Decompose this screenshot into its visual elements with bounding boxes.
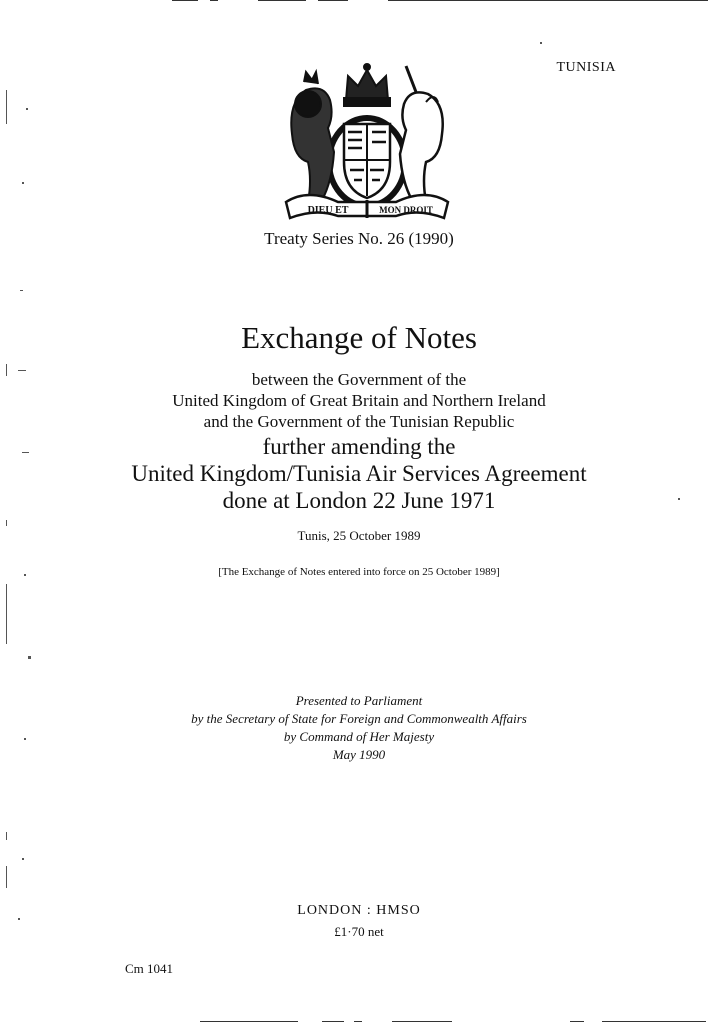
parties-line: and the Government of the Tunisian Republic [203, 412, 515, 431]
parties-line: United Kingdom of Great Britain and Northern Ireland [172, 391, 546, 410]
place-and-date: Tunis, 25 October 1989 [297, 528, 421, 543]
treaty-series-number: Treaty Series No. 26 (1990) [264, 229, 454, 248]
publisher: LONDON : HMSO [297, 903, 421, 918]
presentation-line: by Command of Her Majesty [283, 729, 435, 744]
royal-coat-of-arms-icon [278, 62, 456, 222]
subject-line: further amending the [262, 434, 456, 459]
presentation-line: Presented to Parliament [295, 693, 423, 708]
parties-block [0, 369, 718, 432]
svg-text:MON DROIT: MON DROIT [379, 205, 433, 215]
parties-line: between the Government of the [251, 370, 467, 389]
presentation-block [0, 692, 718, 764]
subject-line: done at London 22 June 1971 [222, 488, 496, 513]
command-number: Cm 1041 [125, 961, 174, 976]
country-label: TUNISIA [556, 60, 616, 75]
price: £1·70 net [334, 924, 384, 939]
presentation-line: May 1990 [332, 747, 386, 762]
presentation-line: by the Secretary of State for Foreign and Commonwealth Affairs [191, 711, 527, 726]
document-title: Exchange of Notes [241, 320, 477, 355]
subject-block [0, 433, 718, 514]
entry-into-force-note: [The Exchange of Notes entered into force on 25 October 1989] [218, 566, 500, 578]
subject-line: United Kingdom/Tunisia Air Services Agreement [131, 461, 587, 486]
svg-text:DIEU ET: DIEU ET [307, 205, 349, 216]
